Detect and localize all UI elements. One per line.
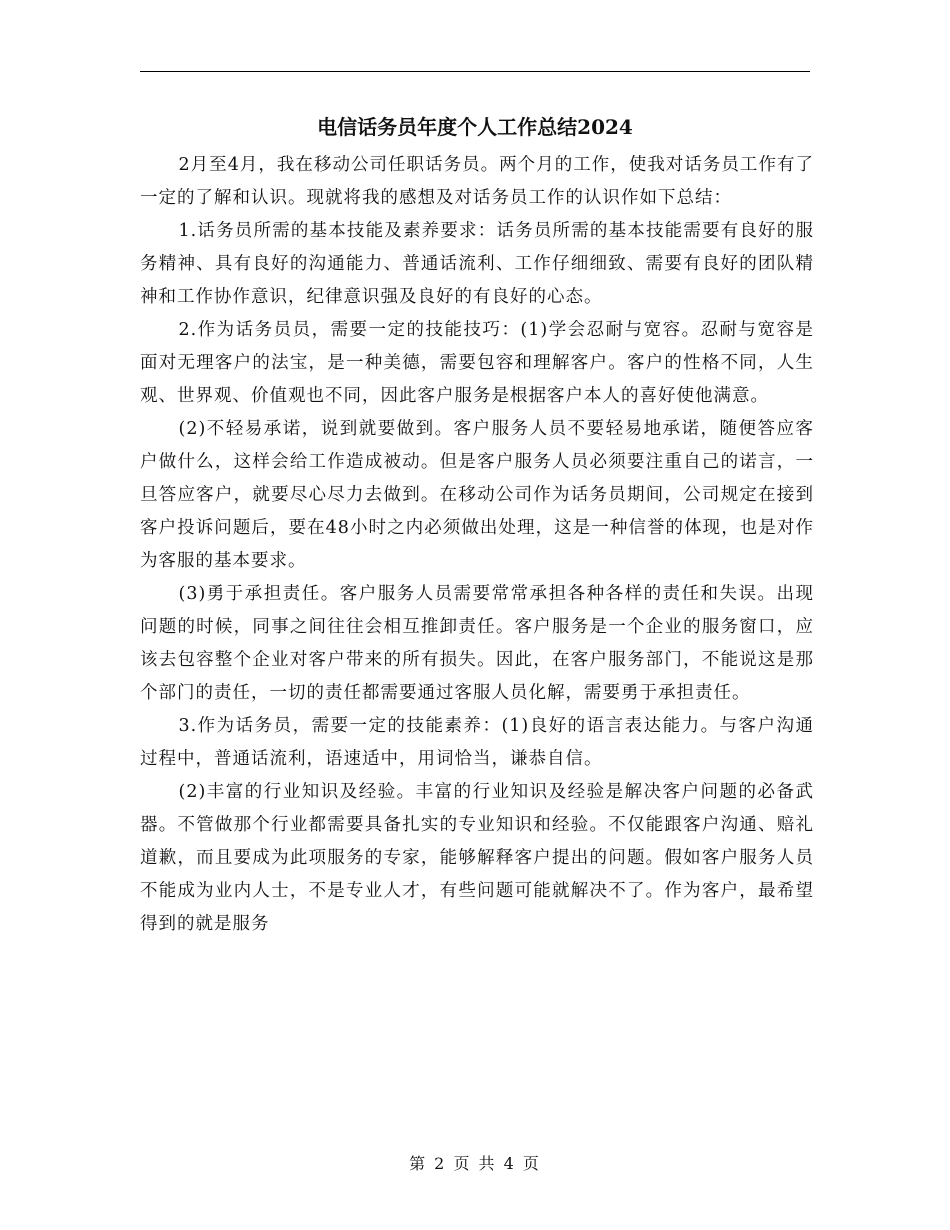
paragraph-patience-tolerance: 2.作为话务员员，需要一定的技能技巧：(1)学会忍耐与宽容。忍耐与宽容是面对无理客户的法宝，是一种美德，需要包容和理解客户。客户的性格不同，人生观、世界观、价值观也不同，因此客户服务是根据客户本人的喜好使他满意。 <box>140 320 814 406</box>
paragraph-intro: 2月至4月，我在移动公司任职话务员。两个月的工作，使我对话务员工作有了一定的了解和认识。现就将我的感想及对话务员工作的认识作如下总结： <box>140 155 814 208</box>
document-title: 电信话务员年度个人工作总结2024 <box>317 115 633 139</box>
document-body <box>140 149 814 941</box>
paragraph-industry-knowledge: (2)丰富的行业知识及经验。丰富的行业知识及经验是解决客户问题的必备武器。不管做那个行业都需要具备扎实的专业知识和经验。不仅能跟客户沟通、赔礼道歉，而且要成为此项服务的专家，能够解释客户提出的问题。假如客户服务人员不能成为业内人士，不是专业人才，有些问题可能就解决不了。作为客户，最希望得到的就是服务 <box>140 782 814 934</box>
paragraph-language-ability: 3.作为话务员，需要一定的技能素养：(1)良好的语言表达能力。与客户沟通过程中，普通话流利，语速适中，用词恰当，谦恭自信。 <box>140 716 814 769</box>
paragraph-skills-requirements: 1.话务员所需的基本技能及素养要求：话务员所需的基本技能需要有良好的服务精神、具有良好的沟通能力、普通话流利、工作仔细细致、需要有良好的团队精神和工作协作意识，纪律意识强及良好的有良好的心态。 <box>140 221 814 307</box>
paragraph-responsibility: (3)勇于承担责任。客户服务人员需要常常承担各种各样的责任和失误。出现问题的时候，同事之间往往会相互推卸责任。客户服务是一个企业的服务窗口，应该去包容整个企业对客户带来的所有损失。因此，在客户服务部门，不能说这是那个部门的责任，一切的责任都需要通过客服人员化解，需要勇于承担责任。 <box>140 584 814 703</box>
paragraph-promises: (2)不轻易承诺，说到就要做到。客户服务人员不要轻易地承诺，随便答应客户做什么，这样会给工作造成被动。但是客户服务人员必须要注重自己的诺言，一旦答应客户，就要尽心尽力去做到。在移动公司作为话务员期间，公司规定在接到客户投诉问题后，要在48小时之内必须做出处理，这是一种信誉的体现，也是对作为客服的基本要求。 <box>140 419 814 571</box>
page-number: 第 2 页 共 4 页 <box>409 1154 541 1173</box>
header-rule <box>140 71 810 72</box>
